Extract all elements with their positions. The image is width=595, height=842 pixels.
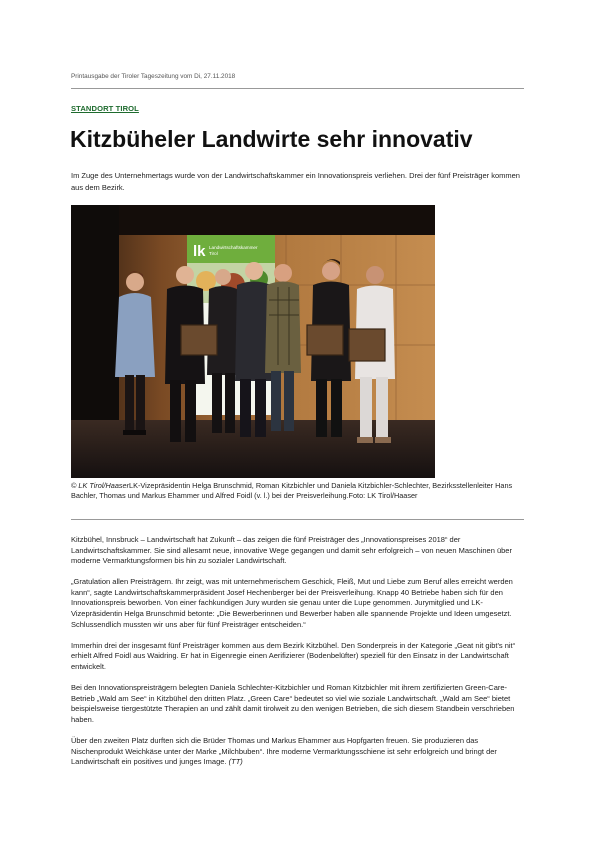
body-paragraph: „Gratulation allen Preisträgern. Ihr zeigt, was mit unternehmerischem Geschick, Fleiß, Mut und Liebe zum Beruf alles erreicht werden kann“, sagte Landwirtschaftskammerpräsident Josef Hechenberger bei der Preisverleihung. Knapp 40 Betriebe haben sich für den Innovationspreis beworben. Von einer fachkundigen Jury wurden sie genau unter die Lupe genommen. Jurymitglied und LK-Vizepräsidentin Helga Brunschmid betonte: „Die Bewerberinnen und Bewerber haben alle spannende Projekte und Ideen umgesetzt. Schlussendlich mussten wir uns aber für fünf Preisträger entscheiden.“ bbox=[71, 577, 513, 629]
body-paragraph: Bei den Innovationspreisträgern belegten Daniela Schlechter-Kitzbichler und Roman Kitzbichler mit ihrem zertifizierten Green-Care-Betrieb „Wald am See“ in Kitzbühel den dritten Platz. „Green Care“ bedeutet so viel wie soziale Landwirtschaft. „Wald am See“ bietet beispielsweise tiergestützte Therapien an und zählt damit tirolweit zu den wenigen Betrieben, die sich diesem Standbein verschrieben haben. bbox=[71, 683, 515, 724]
lk-banner-line1: Landwirtschaftskammer bbox=[209, 245, 258, 250]
body-divider bbox=[71, 519, 524, 520]
lk-logo-text: lk bbox=[193, 243, 206, 260]
article-photo bbox=[71, 205, 435, 478]
photo-credit: © LK Tirol/Haaser bbox=[71, 481, 130, 490]
header-divider bbox=[71, 88, 524, 89]
print-edition-note: Printausgabe der Tiroler Tageszeitung vom Di, 27.11.2018 bbox=[71, 73, 236, 80]
photo-caption bbox=[71, 481, 526, 502]
body-paragraph-last bbox=[71, 736, 526, 768]
body-paragraph: Kitzbühel, Innsbruck – Landwirtschaft hat Zukunft – das zeigen die fünf Preisträger des „Innovationspreises 2018“ der Landwirtschaftskammer. Sie sind allesamt neue, innovative Wege gegangen und damit sehr erfolgreich – von neuen Maschinen über moderne Vermarktungsformen bis hin zu sozialer Landwirtschaft. bbox=[71, 535, 512, 566]
body-paragraph-text: Über den zweiten Platz durften sich die Brüder Thomas und Markus Ehammer aus Hopfgarten freuen. Sie produzieren das Nischenprodukt Weichkäse unter der Marke „Milchbuben“. Ihre moderne Vermarktungsschiene ist sehr erfolgreich und bringt der Landwirtschaft ein positives und junges Image. bbox=[71, 735, 497, 767]
body-paragraph: Immerhin drei der insgesamt fünf Preisträger kommen aus dem Bezirk Kitzbühel. Den Sonderpreis in der Kategorie „Geat nit gibt's nit“ erhielt Alfred Foidl aus Waidring. Er hat in Eigenregie einen Aerifizierer (Bodenbelüfter) speziell für den Einsatz in der Landwirtschaft entwickelt. bbox=[71, 640, 516, 671]
article-body bbox=[71, 535, 526, 778]
lk-banner-line2: Tirol bbox=[209, 251, 218, 256]
section-tag[interactable]: STANDORT TIROL bbox=[71, 104, 139, 113]
caption-text: LK-Vizepräsidentin Helga Brunschmid, Roman Kitzbichler und Daniela Kitzbichler-Schlechter, Bezirksstellenleiter Hans Bachler, Thomas und Markus Ehammer und Alfred Foidl (v. l.) bei der Preisverleihung.Foto: LK Tirol/Haaser bbox=[71, 481, 513, 501]
article-lead: Im Zuge des Unternehmertags wurde von der Landwirtschaftskammer ein Innovationspreis verliehen. Drei der fünf Preisträger kommen aus dem Bezirk. bbox=[71, 171, 520, 192]
article-title: Kitzbüheler Landwirte sehr innovativ bbox=[70, 126, 473, 152]
author-tag: (TT) bbox=[228, 757, 243, 767]
